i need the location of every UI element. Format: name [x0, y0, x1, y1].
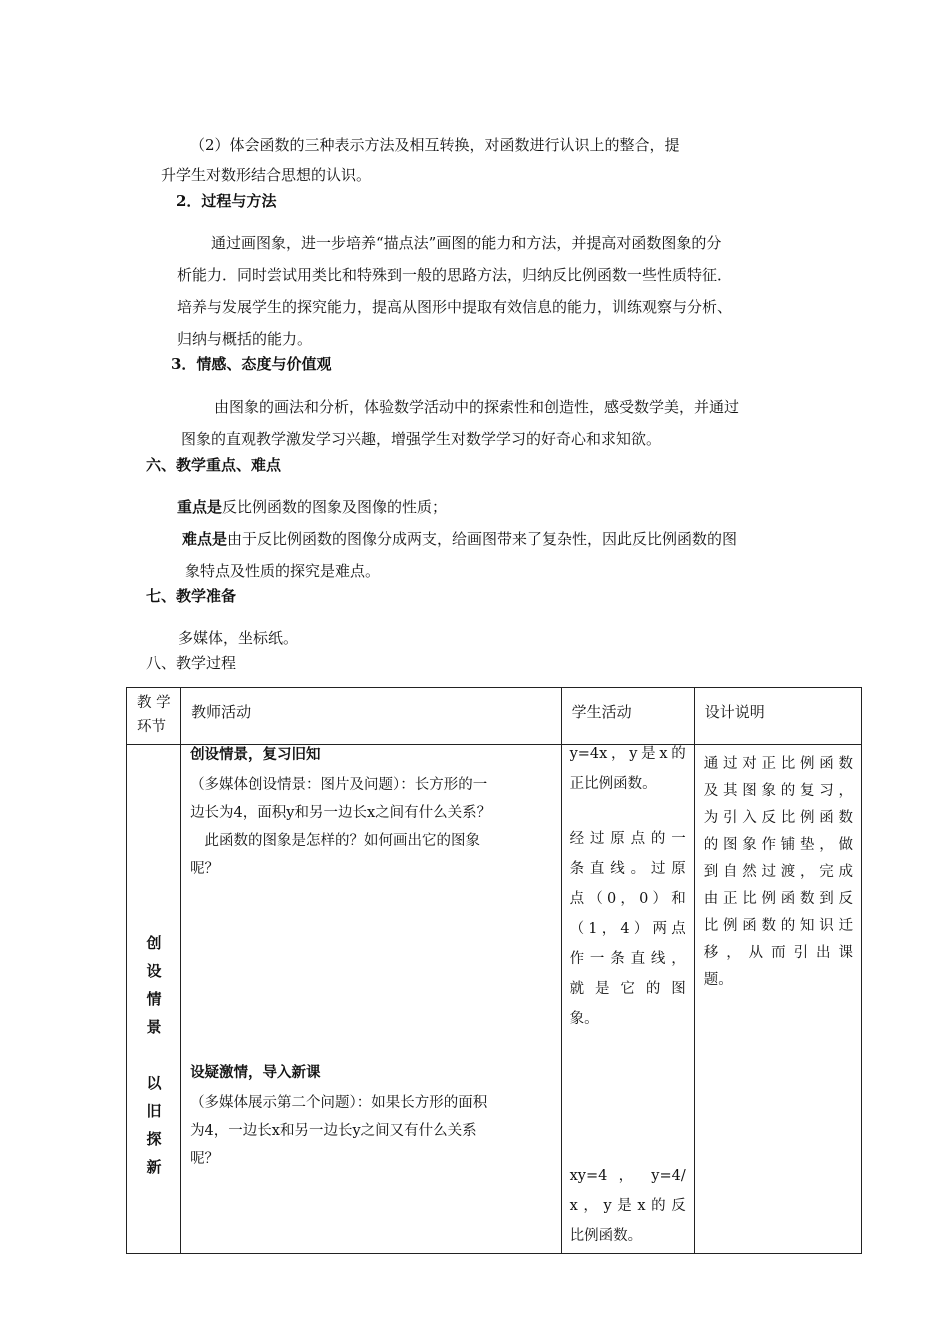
- design-line: 的图象作铺垫，做: [703, 837, 853, 853]
- student-line: 作一条直线，: [569, 951, 686, 967]
- header-stage-line1: 教 学: [137, 695, 171, 711]
- stage-char: 旧: [146, 1102, 162, 1120]
- design-line: 为引入反比例函数: [703, 810, 853, 826]
- design-line: 移，从而引出课: [703, 945, 853, 961]
- design-line: 比例函数的知识迁: [703, 918, 853, 934]
- design-line: 及其图象的复习，: [703, 783, 853, 799]
- header-stage: [127, 688, 181, 745]
- process-line-3: 培养与发展学生的探究能力，提高从图形中提取有效信息的能力，训练观察与分析、: [177, 298, 733, 316]
- header-stage-line2: 环节: [137, 719, 166, 735]
- process-line-4: 归纳与概括的能力。: [177, 330, 313, 348]
- hard-point-text-2: 象特点及性质的探究是难点。: [185, 562, 381, 580]
- header-student: 学生活动: [561, 688, 694, 745]
- attitude-line-1: 由图象的画法和分析，体验数学活动中的探索性和创造性，感受数学美，并通过: [214, 398, 740, 416]
- student-line: 就是它的图: [569, 981, 686, 997]
- design-line: 题。: [703, 972, 733, 988]
- student-line: 点（0，0）和: [569, 891, 686, 907]
- key-point-text: 反比例函数的图象及图像的性质；: [222, 498, 448, 516]
- attitude-heading: 3．情感、态度与价值观: [171, 355, 332, 373]
- teacher-part1-title: 创设情景，复习旧知: [190, 746, 321, 763]
- attitude-line-2: 图象的直观教学激发学习兴趣，增强学生对数学学习的好奇心和求知欲。: [181, 430, 662, 448]
- header-design: 设计说明: [694, 688, 861, 745]
- design-line: 由正比例函数到反: [703, 891, 853, 907]
- teacher-activity-cell: [181, 745, 562, 1254]
- student-line: 象。: [569, 1011, 599, 1027]
- student-activity-cell: [561, 745, 694, 1254]
- lesson-table: [126, 687, 862, 1254]
- student-line: y=4x，y是x的: [569, 746, 686, 762]
- teacher-part2-line: 呢？: [190, 1151, 220, 1167]
- student-line: 经过原点的一: [569, 831, 686, 847]
- teacher-part1-line: 此函数的图象是怎样的？如何画出它的图象: [190, 833, 481, 849]
- procedure-heading: 八、教学过程: [146, 654, 237, 672]
- key-point-label: 重点是: [177, 498, 223, 516]
- goal2-line2: 升学生对数形结合思想的认识。: [161, 166, 372, 184]
- table-header-row: [127, 688, 862, 745]
- teacher-part1-line: 边长为4，面积y和另一边长x之间有什么关系？: [190, 805, 492, 821]
- stage-char: 探: [146, 1130, 162, 1148]
- student-line: 正比例函数。: [569, 776, 657, 792]
- teacher-part1-line: （多媒体创设情景：图片及问题）：长方形的一: [190, 777, 488, 793]
- teacher-part2-line: 为4，一边长x和另一边长y之间又有什么关系: [190, 1123, 477, 1139]
- student-line: （1，4）两点: [569, 921, 686, 937]
- student-line: 条直线。过原: [569, 861, 686, 877]
- stage-cell: [127, 745, 181, 1254]
- prep-heading: 七、教学准备: [146, 587, 237, 605]
- stage-char: 景: [146, 1018, 162, 1036]
- hard-point-text: 由于反比例函数的图像分成两支，给画图带来了复杂性，因此反比例函数的图: [227, 530, 738, 548]
- student-line: xy=4 ， y=4/: [569, 1168, 686, 1184]
- teacher-part2-line: （多媒体展示第二个问题）：如果长方形的面积: [190, 1095, 488, 1111]
- process-heading: 2．过程与方法: [176, 192, 277, 210]
- hard-point-line: [182, 529, 737, 549]
- header-teacher: 教师活动: [181, 688, 562, 745]
- teacher-part1-line: 呢？: [190, 861, 220, 877]
- goal2-line1: （2）体会函数的三种表示方法及相互转换，对函数进行认识上的整合，提: [190, 136, 680, 154]
- hard-point-label: 难点是: [182, 530, 228, 548]
- design-line: 通过对正比例函数: [703, 756, 853, 772]
- stage-char: 以: [146, 1074, 162, 1092]
- process-line-2: 析能力．同时尝试用类比和特殊到一般的思路方法，归纳反比例函数一些性质特征．: [177, 266, 733, 284]
- table-row: [127, 745, 862, 1254]
- design-note-cell: [694, 745, 861, 1254]
- key-point-line: [177, 497, 447, 517]
- stage-char: 创: [146, 934, 162, 952]
- stage-char: 设: [146, 962, 162, 980]
- process-line-1: 通过画图象，进一步培养“描点法”画图的能力和方法，并提高对函数图象的分: [211, 234, 722, 252]
- teacher-part2-title: 设疑激情，导入新课: [190, 1064, 321, 1081]
- design-line: 到自然过渡，完成: [703, 864, 853, 880]
- stage-char: 情: [146, 990, 162, 1008]
- student-line: 比例函数。: [569, 1228, 643, 1244]
- stage-char: 新: [146, 1158, 162, 1176]
- prep-text: 多媒体，坐标纸。: [178, 629, 299, 647]
- student-line: x，y是x的反: [569, 1198, 686, 1214]
- keypoints-heading: 六、教学重点、难点: [146, 456, 282, 474]
